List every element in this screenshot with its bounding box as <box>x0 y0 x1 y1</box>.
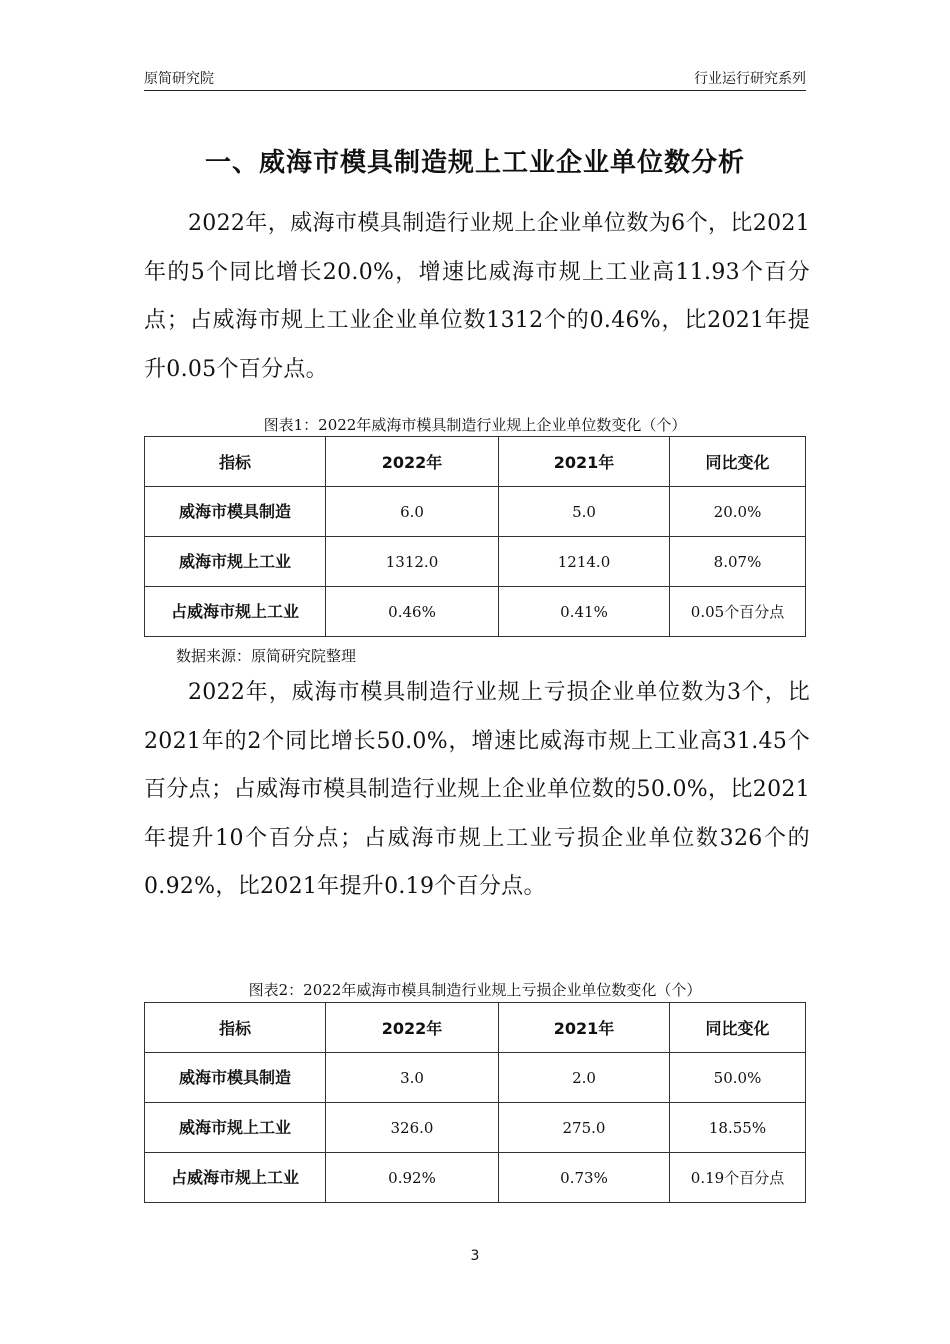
table-cell: 0.41% <box>499 587 670 637</box>
column-header: 同比变化 <box>670 437 806 487</box>
row-label: 占威海市规上工业 <box>145 1153 326 1203</box>
section-title: 一、威海市模具制造规上工业企业单位数分析 <box>204 148 745 178</box>
table-cell: 1312.0 <box>326 537 499 587</box>
column-header: 2022年 <box>326 437 499 487</box>
page-header <box>144 66 806 91</box>
column-header: 2021年 <box>499 437 670 487</box>
table2 <box>144 1002 806 1203</box>
table-cell: 5.0 <box>499 487 670 537</box>
table-cell: 0.73% <box>499 1153 670 1203</box>
header-organization: 原简研究院 <box>144 71 214 87</box>
table-cell: 0.92% <box>326 1153 499 1203</box>
table-cell: 8.07% <box>670 537 806 587</box>
paragraph-loss-enterprise-count: 2022年，威海市模具制造行业规上亏损企业单位数为3个，比2021年的2个同比增长50.0%，增速比威海市规上工业高31.45个百分点；占威海市模具制造行业规上企业单位数的50.0%，比2021年提升10个百分点；占威海市规上工业亏损企业单位数326个的0.92%，比2021年提升0.19个百分点。 <box>144 680 810 899</box>
table-cell: 20.0% <box>670 487 806 537</box>
column-header: 指标 <box>145 437 326 487</box>
table-row <box>145 1053 806 1103</box>
row-label: 占威海市规上工业 <box>145 587 326 637</box>
page-number: 3 <box>470 1248 480 1264</box>
paragraph-enterprise-count: 2022年，威海市模具制造行业规上企业单位数为6个，比2021年的5个同比增长20.0%，增速比威海市规上工业高11.93个百分点；占威海市规上工业企业单位数1312个的0.46%，比2021年提升0.05个百分点。 <box>144 211 810 382</box>
table1 <box>144 436 806 637</box>
row-label: 威海市模具制造 <box>145 1053 326 1103</box>
table-header-row <box>145 437 806 487</box>
column-header: 指标 <box>145 1003 326 1053</box>
row-label: 威海市模具制造 <box>145 487 326 537</box>
table-cell: 3.0 <box>326 1053 499 1103</box>
table-cell: 0.19个百分点 <box>670 1153 806 1203</box>
column-header: 同比变化 <box>670 1003 806 1053</box>
table-row <box>145 1103 806 1153</box>
table-cell: 18.55% <box>670 1103 806 1153</box>
table2-caption: 图表2：2022年威海市模具制造行业规上亏损企业单位数变化（个） <box>248 981 702 999</box>
table-cell: 2.0 <box>499 1053 670 1103</box>
table-cell: 326.0 <box>326 1103 499 1153</box>
table1-source: 数据来源：原简研究院整理 <box>176 647 357 665</box>
row-label: 威海市规上工业 <box>145 1103 326 1153</box>
table-cell: 275.0 <box>499 1103 670 1153</box>
column-header: 2022年 <box>326 1003 499 1053</box>
table-cell: 50.0% <box>670 1053 806 1103</box>
table-row <box>145 537 806 587</box>
table-header-row <box>145 1003 806 1053</box>
table-cell: 0.46% <box>326 587 499 637</box>
row-label: 威海市规上工业 <box>145 537 326 587</box>
column-header: 2021年 <box>499 1003 670 1053</box>
table-row <box>145 587 806 637</box>
table-cell: 1214.0 <box>499 537 670 587</box>
table-cell: 0.05个百分点 <box>670 587 806 637</box>
table-row <box>145 487 806 537</box>
table1-caption: 图表1：2022年威海市模具制造行业规上企业单位数变化（个） <box>263 416 687 434</box>
header-series: 行业运行研究系列 <box>694 71 806 87</box>
table-row <box>145 1153 806 1203</box>
table-cell: 6.0 <box>326 487 499 537</box>
